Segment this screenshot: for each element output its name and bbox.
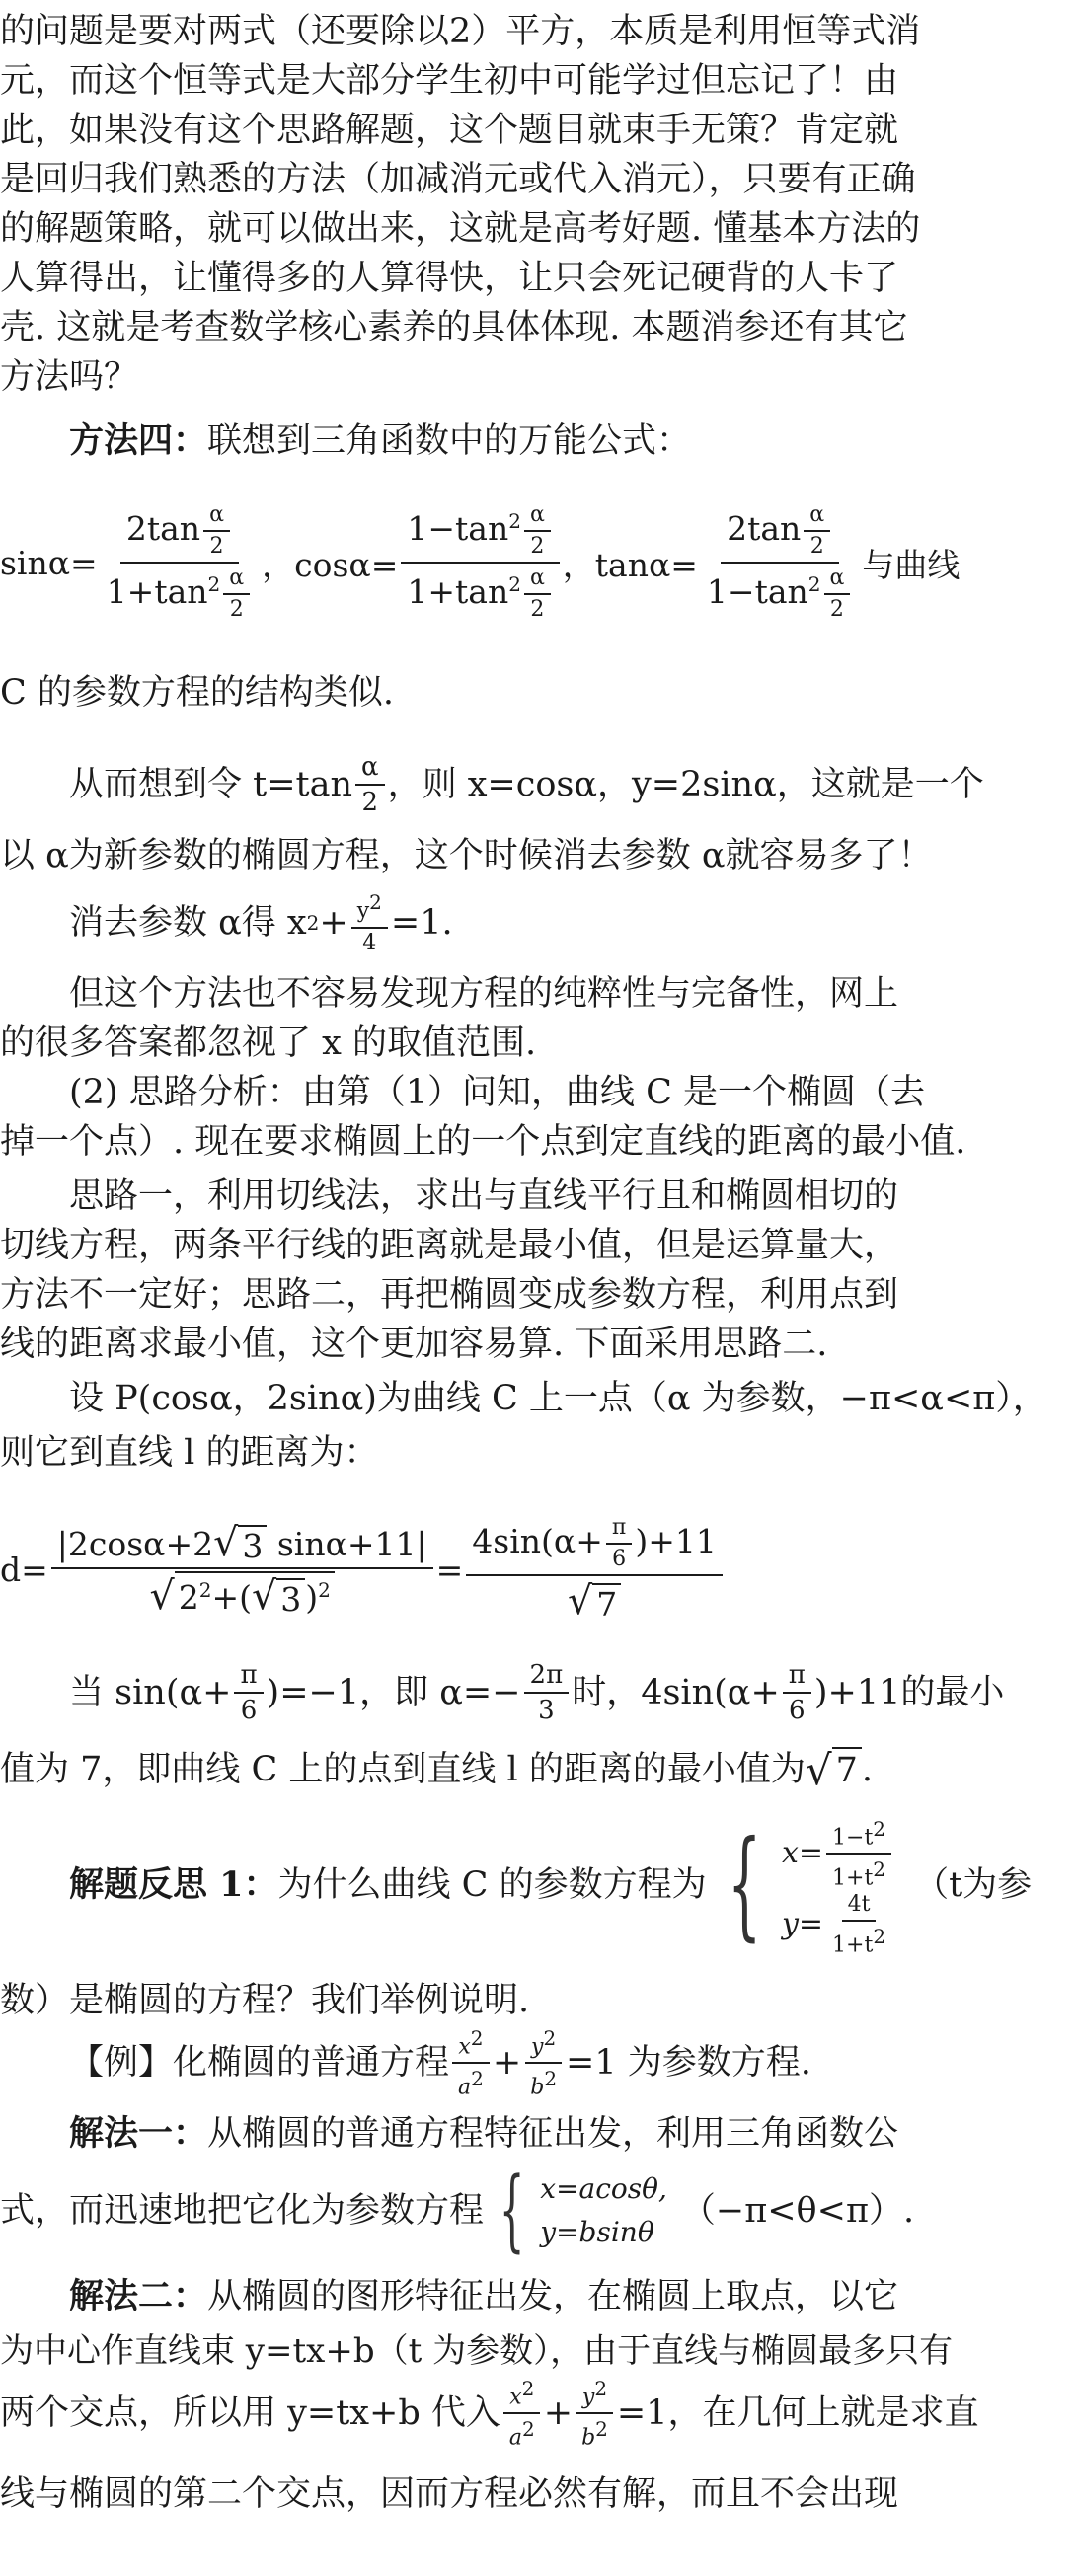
text: =1. bbox=[390, 903, 453, 943]
text: 1+t bbox=[832, 1865, 874, 1891]
text: 2 bbox=[544, 2067, 558, 2090]
text: +( bbox=[211, 1578, 253, 1617]
text: 2 bbox=[809, 534, 824, 559]
text: 2 bbox=[530, 534, 545, 559]
text: 2tan bbox=[727, 509, 802, 548]
parametric-brace: { x= $\frac{1-t2}{1+t2}$ y= $\frac{4t}{1+t2}$ bbox=[707, 1816, 894, 1954]
distance-fraction-1: |2cosα+2 √ 3 sinα+11| √ $2^2+$( √ 3 )$^2$ bbox=[51, 1520, 433, 1619]
parametric-brace: { x=acosθ, y=bsinθ bbox=[499, 2159, 667, 2262]
text: 消去参数 α得 x bbox=[69, 903, 307, 943]
text: 1+tan bbox=[106, 572, 208, 611]
text: 2 bbox=[873, 1924, 886, 1948]
text: （t为参 bbox=[914, 1865, 1033, 1905]
text-line: 则它到直线 l 的距离为： bbox=[0, 1433, 379, 1473]
text: 2 bbox=[198, 1578, 212, 1602]
text: 2π bbox=[524, 1660, 570, 1694]
text: a bbox=[508, 2425, 523, 2451]
text: 7 bbox=[592, 1583, 621, 1624]
solution-one-label: 解法一： bbox=[69, 2113, 208, 2154]
cos-fraction bbox=[401, 502, 559, 623]
method-four-text: 联想到三角函数中的万能公式： bbox=[207, 421, 692, 461]
text: =1 为参数方程. bbox=[566, 2043, 811, 2083]
text: α bbox=[804, 502, 830, 532]
text-line: C 的参数方程的结构类似. bbox=[0, 673, 395, 713]
text: 2 bbox=[471, 2067, 484, 2090]
text: 1−tan bbox=[706, 572, 808, 611]
substitution-line bbox=[0, 750, 1076, 819]
text: ，则 x=cosα，y=2sinα，这就是一个 bbox=[387, 765, 984, 804]
text: 7 bbox=[832, 1747, 862, 1792]
text: 2 bbox=[807, 572, 821, 596]
text: y bbox=[531, 2034, 544, 2059]
text: y bbox=[581, 2385, 595, 2409]
text: x bbox=[458, 2034, 471, 2059]
text: 2 bbox=[318, 1578, 331, 1602]
text: )+11的最小 bbox=[813, 1673, 1005, 1712]
text: 当 sin(α+ bbox=[69, 1673, 232, 1712]
sin-fraction bbox=[101, 502, 259, 623]
text: 2 bbox=[522, 2417, 535, 2441]
text: α bbox=[223, 566, 250, 595]
text-line: 切线方程，两条平行线的距离就是最小值，但是运算量大， bbox=[0, 1226, 899, 1265]
text: 值为 7，即曲线 C 上的点到直线 l 的距离的最小值为 bbox=[0, 1750, 806, 1789]
text: d= bbox=[0, 1550, 48, 1589]
text: x= bbox=[781, 1836, 824, 1871]
text: 2 bbox=[543, 2025, 557, 2050]
text: π bbox=[606, 1515, 632, 1545]
text: 6 bbox=[612, 1547, 627, 1571]
text: 式，而迅速地把它化为参数方程 bbox=[0, 2191, 485, 2231]
text: 1−t bbox=[832, 1825, 874, 1851]
text: 2 bbox=[209, 534, 224, 559]
text: + bbox=[492, 2043, 522, 2083]
text: a bbox=[458, 2075, 472, 2100]
text-line: 数）是椭圆的方程？我们举例说明. bbox=[0, 1981, 530, 2020]
text: 6 bbox=[240, 1696, 258, 1725]
text: 2 bbox=[873, 1817, 886, 1841]
text: 从椭圆的普通方程特征出发，利用三角函数公 bbox=[207, 2114, 899, 2154]
text: 4t bbox=[842, 1892, 877, 1922]
text: 两个交点，所以用 y=tx+b 代入 bbox=[0, 2393, 500, 2433]
distance-fraction-2: 4sin(α+ $\frac{\pi}{6}$ )+11 √ 7 bbox=[466, 1515, 723, 1624]
text: α bbox=[824, 566, 851, 595]
text: = bbox=[435, 1550, 464, 1589]
text: 2 bbox=[178, 1578, 199, 1617]
text: 2 bbox=[207, 572, 221, 596]
text: α bbox=[203, 502, 230, 532]
cos-lhs: ，cosα= bbox=[262, 545, 399, 584]
text: 2tan bbox=[125, 509, 201, 548]
example-label: 【例】 bbox=[69, 2043, 174, 2083]
text: 2 bbox=[306, 911, 320, 935]
text-line: 人算得出，让懂得多的人算得快，让只会死记硬背的人卡了 bbox=[0, 259, 899, 298]
text: b bbox=[530, 2075, 545, 2100]
text-line: 的问题是要对两式（还要除以2）平方，本质是利用恒等式消 bbox=[0, 12, 921, 51]
text: 6 bbox=[789, 1696, 806, 1725]
tan-fraction bbox=[701, 502, 859, 623]
text: . bbox=[861, 1750, 874, 1789]
text: 为什么曲线 C 的参数方程为 bbox=[277, 1865, 707, 1905]
text-line: 掉一个点）. 现在要求椭圆上的一个点到定直线的距离的最小值. bbox=[0, 1122, 966, 1162]
text: sinα+11| bbox=[267, 1525, 427, 1563]
minimum-result-line: 值为 7，即曲线 C 上的点到直线 l 的距离的最小值为 √ 7 . bbox=[0, 1746, 874, 1794]
example-line bbox=[0, 2025, 1076, 2100]
text-line: 线的距离求最小值，这个更加容易算. 下面采用思路二. bbox=[0, 1325, 828, 1364]
text: 2 bbox=[470, 2025, 484, 2050]
text: )+11 bbox=[635, 1522, 717, 1560]
reflection-label: 解题反思 1： bbox=[69, 1864, 278, 1905]
text-line: 以 α为新参数的椭圆方程，这个时候消去参数 α就容易多了！ bbox=[0, 836, 933, 875]
text: 从而想到令 t=tan bbox=[69, 765, 352, 804]
text-line: 但这个方法也不容易发现方程的纯粹性与完备性，网上 bbox=[69, 974, 899, 1014]
text: )=−1，即 α=− bbox=[266, 1673, 521, 1712]
text-line: 方法不一定好；思路二，再把椭圆变成参数方程，利用点到 bbox=[0, 1275, 899, 1315]
text: 2 bbox=[530, 597, 545, 622]
minimum-condition-line bbox=[0, 1658, 1076, 1727]
text: （−π<θ<π）. bbox=[680, 2191, 915, 2231]
text: α bbox=[524, 566, 551, 595]
text: 从椭圆的图形特征出发，在椭圆上取点，以它 bbox=[207, 2277, 899, 2316]
text-line: 此，如果没有这个思路解题，这个题目就束手无策？肯定就 bbox=[0, 111, 899, 150]
solution-two-substitute-line bbox=[0, 2376, 1007, 2451]
text: 2 bbox=[521, 2376, 535, 2400]
text: 3 bbox=[538, 1696, 555, 1725]
text-line: 的解题策略，就可以做出来，这就是高考好题. 懂基本方法的 bbox=[0, 209, 921, 249]
text-line: (2) 思路分析：由第（1）问知，曲线 C 是一个椭圆（去 bbox=[69, 1073, 926, 1112]
text: 2 bbox=[594, 2376, 608, 2400]
distance-formula bbox=[0, 1510, 1007, 1629]
text: ) bbox=[305, 1578, 319, 1617]
text: 3 bbox=[238, 1525, 267, 1565]
text: + bbox=[319, 903, 348, 943]
text-line: 思路一，利用切线法，求出与直线平行且和椭圆相切的 bbox=[69, 1176, 899, 1216]
text-line: 设 P(cosα，2sinα)为曲线 C 上一点（α 为参数，−π<α<π）， bbox=[69, 1379, 1047, 1418]
text: 1+tan bbox=[407, 572, 509, 611]
text: y=bsinθ bbox=[540, 2216, 654, 2248]
text: 3 bbox=[276, 1578, 305, 1619]
text-line: 为中心作直线束 y=tx+b（t 为参数），由于直线与椭圆最多只有 bbox=[0, 2331, 954, 2371]
text-line: 方法吗？ bbox=[0, 357, 139, 397]
text: 2 bbox=[508, 509, 521, 533]
text: |2cosα+2 bbox=[56, 1525, 214, 1563]
text: 1+t bbox=[832, 1932, 874, 1957]
text: 2 bbox=[229, 597, 244, 622]
reflection-line bbox=[0, 1811, 1076, 1959]
text: + bbox=[543, 2393, 574, 2433]
solution-two-line bbox=[0, 2275, 1076, 2318]
text-line: 的很多答案都忽视了 x 的取值范围. bbox=[0, 1023, 537, 1063]
text: π bbox=[783, 1660, 811, 1694]
sin-lhs: sinα= bbox=[0, 543, 98, 582]
text: 化椭圆的普通方程 bbox=[173, 2043, 450, 2083]
solution-one-line bbox=[0, 2112, 1076, 2156]
method-four-label: 方法四： bbox=[69, 420, 208, 461]
text: 2 bbox=[595, 2417, 608, 2441]
text: b bbox=[581, 2425, 596, 2451]
solution-one-param-line bbox=[0, 2159, 1007, 2262]
text: 时，4sin(α+ bbox=[572, 1673, 780, 1712]
text-line: 元，而这个恒等式是大部分学生初中可能学过但忘记了！由 bbox=[0, 61, 899, 101]
text: 2 bbox=[369, 890, 382, 915]
text: 2 bbox=[873, 1857, 886, 1882]
method-four-heading bbox=[0, 419, 1076, 463]
text: y= bbox=[781, 1907, 824, 1942]
text: y bbox=[356, 898, 370, 924]
solution-two-label: 解法二： bbox=[69, 2276, 208, 2316]
eliminate-line bbox=[0, 890, 1076, 955]
text: π bbox=[234, 1660, 263, 1694]
text-line: 是回归我们熟悉的方法（加减消元或代入消元），只要有正确 bbox=[0, 160, 916, 199]
formula-tail: 与曲线 bbox=[862, 545, 961, 584]
tan-lhs: ，tanα= bbox=[562, 545, 698, 584]
text: 1−tan bbox=[407, 509, 509, 548]
text: 2 bbox=[361, 788, 379, 817]
text-line: 线与椭圆的第二个交点，因而方程必然有解，而且不会出现 bbox=[0, 2474, 899, 2514]
text: α bbox=[524, 502, 551, 532]
text: 4sin(α+ bbox=[472, 1522, 603, 1560]
text-line: 壳. 这就是考查数学核心素养的具体体现. 本题消参还有其它 bbox=[0, 308, 908, 347]
text: x=acosθ, bbox=[540, 2172, 667, 2205]
text: 4 bbox=[362, 930, 377, 955]
text: 2 bbox=[829, 597, 844, 622]
text: 2 bbox=[508, 572, 521, 596]
text: =1，在几何上就是求直 bbox=[616, 2393, 979, 2433]
universal-formula bbox=[0, 493, 1007, 632]
text: α bbox=[355, 752, 385, 786]
text: x bbox=[509, 2385, 522, 2409]
